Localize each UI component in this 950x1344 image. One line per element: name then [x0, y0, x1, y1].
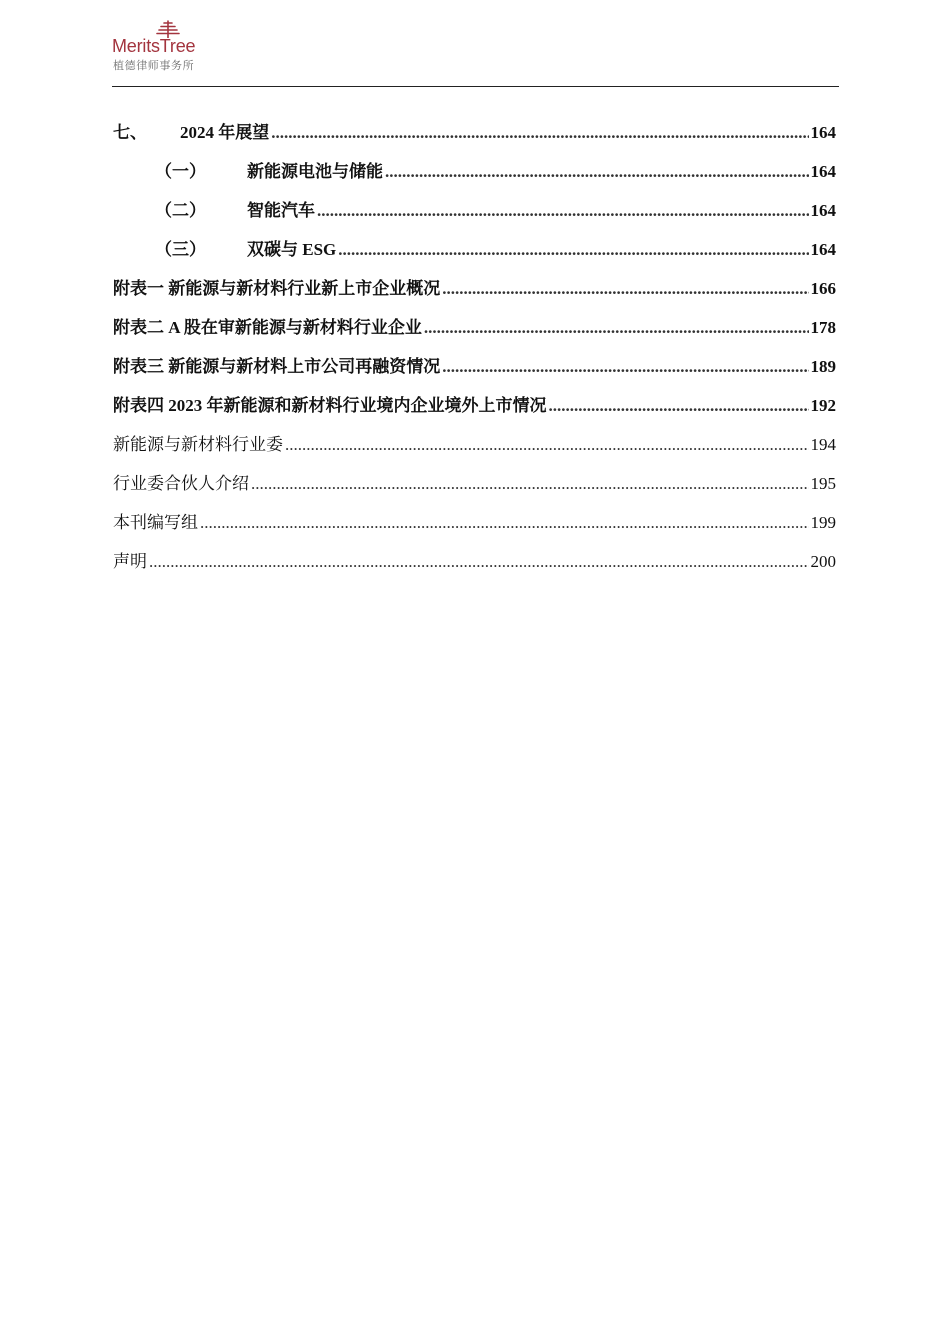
toc-dot-leader	[442, 278, 808, 300]
toc-entry-title: 附表一 新能源与新材料行业新上市企业概况	[113, 279, 441, 298]
toc-entry[interactable]	[113, 261, 836, 300]
toc-entry-title: 声明	[113, 552, 147, 571]
toc-dot-leader	[442, 356, 808, 378]
toc-dot-leader	[149, 551, 809, 573]
logo	[112, 20, 222, 72]
toc-entry-number: （三）	[155, 240, 206, 260]
toc-entry-page: 195	[810, 474, 836, 493]
toc-entry-number: 七、	[113, 123, 147, 143]
toc-entry-page: 189	[810, 357, 836, 376]
toc-entry[interactable]	[113, 183, 836, 222]
logo-wordmark: MeritsTree	[112, 36, 196, 56]
toc-entry-page: 200	[810, 552, 836, 571]
toc-dot-leader	[385, 161, 809, 183]
toc-entry-page: 192	[810, 396, 836, 415]
toc-dot-leader	[200, 512, 809, 534]
toc-entry[interactable]	[113, 534, 836, 573]
toc-dot-leader	[424, 317, 809, 339]
toc-entry-page: 194	[810, 435, 836, 454]
toc-entry-number: （二）	[155, 201, 206, 221]
toc-entry-title: 2024 年展望	[180, 123, 270, 142]
toc-entry-page: 164	[810, 162, 836, 181]
toc-dot-leader	[317, 200, 809, 222]
toc-dot-leader	[338, 239, 808, 261]
toc-entry-title: 行业委合伙人介绍	[113, 474, 249, 493]
toc-entry-title: 双碳与 ESG	[247, 240, 337, 259]
toc-entry-page: 178	[810, 318, 836, 337]
toc-entry[interactable]	[113, 300, 836, 339]
toc-entry-title: 附表四 2023 年新能源和新材料行业境内企业境外上市情况	[113, 396, 547, 415]
toc-entry-title: 新能源与新材料行业委	[113, 435, 283, 454]
toc-entry-title: 新能源电池与储能	[247, 162, 383, 181]
toc-entry-number: （一）	[155, 162, 206, 182]
toc-entry[interactable]	[113, 417, 836, 456]
toc-entry[interactable]	[113, 495, 836, 534]
toc-entry[interactable]	[113, 118, 836, 144]
toc-entry[interactable]	[113, 456, 836, 495]
toc-entry-page: 164	[810, 123, 836, 142]
toc-dot-leader	[285, 434, 809, 456]
logo-subtitle: 植德律师事务所	[113, 59, 195, 72]
toc-entry[interactable]	[113, 222, 836, 261]
toc-dot-leader	[549, 395, 809, 417]
toc-entry-title: 附表三 新能源与新材料上市公司再融资情况	[113, 357, 441, 376]
toc-entry-page: 199	[810, 513, 836, 532]
toc-dot-leader	[251, 473, 809, 495]
toc-entry[interactable]	[113, 378, 836, 417]
toc-entry-title: 附表二 A 股在审新能源与新材料行业企业	[113, 318, 422, 337]
toc-entry-title: 智能汽车	[247, 201, 315, 220]
header-divider	[112, 86, 839, 87]
toc-entry[interactable]	[113, 339, 836, 378]
toc-entry-page: 166	[810, 279, 836, 298]
table-of-contents	[113, 118, 836, 573]
toc-entry[interactable]	[113, 144, 836, 183]
toc-entry-title: 本刊编写组	[113, 513, 198, 532]
toc-entry-page: 164	[810, 240, 836, 259]
toc-dot-leader	[271, 122, 808, 144]
toc-entry-page: 164	[810, 201, 836, 220]
